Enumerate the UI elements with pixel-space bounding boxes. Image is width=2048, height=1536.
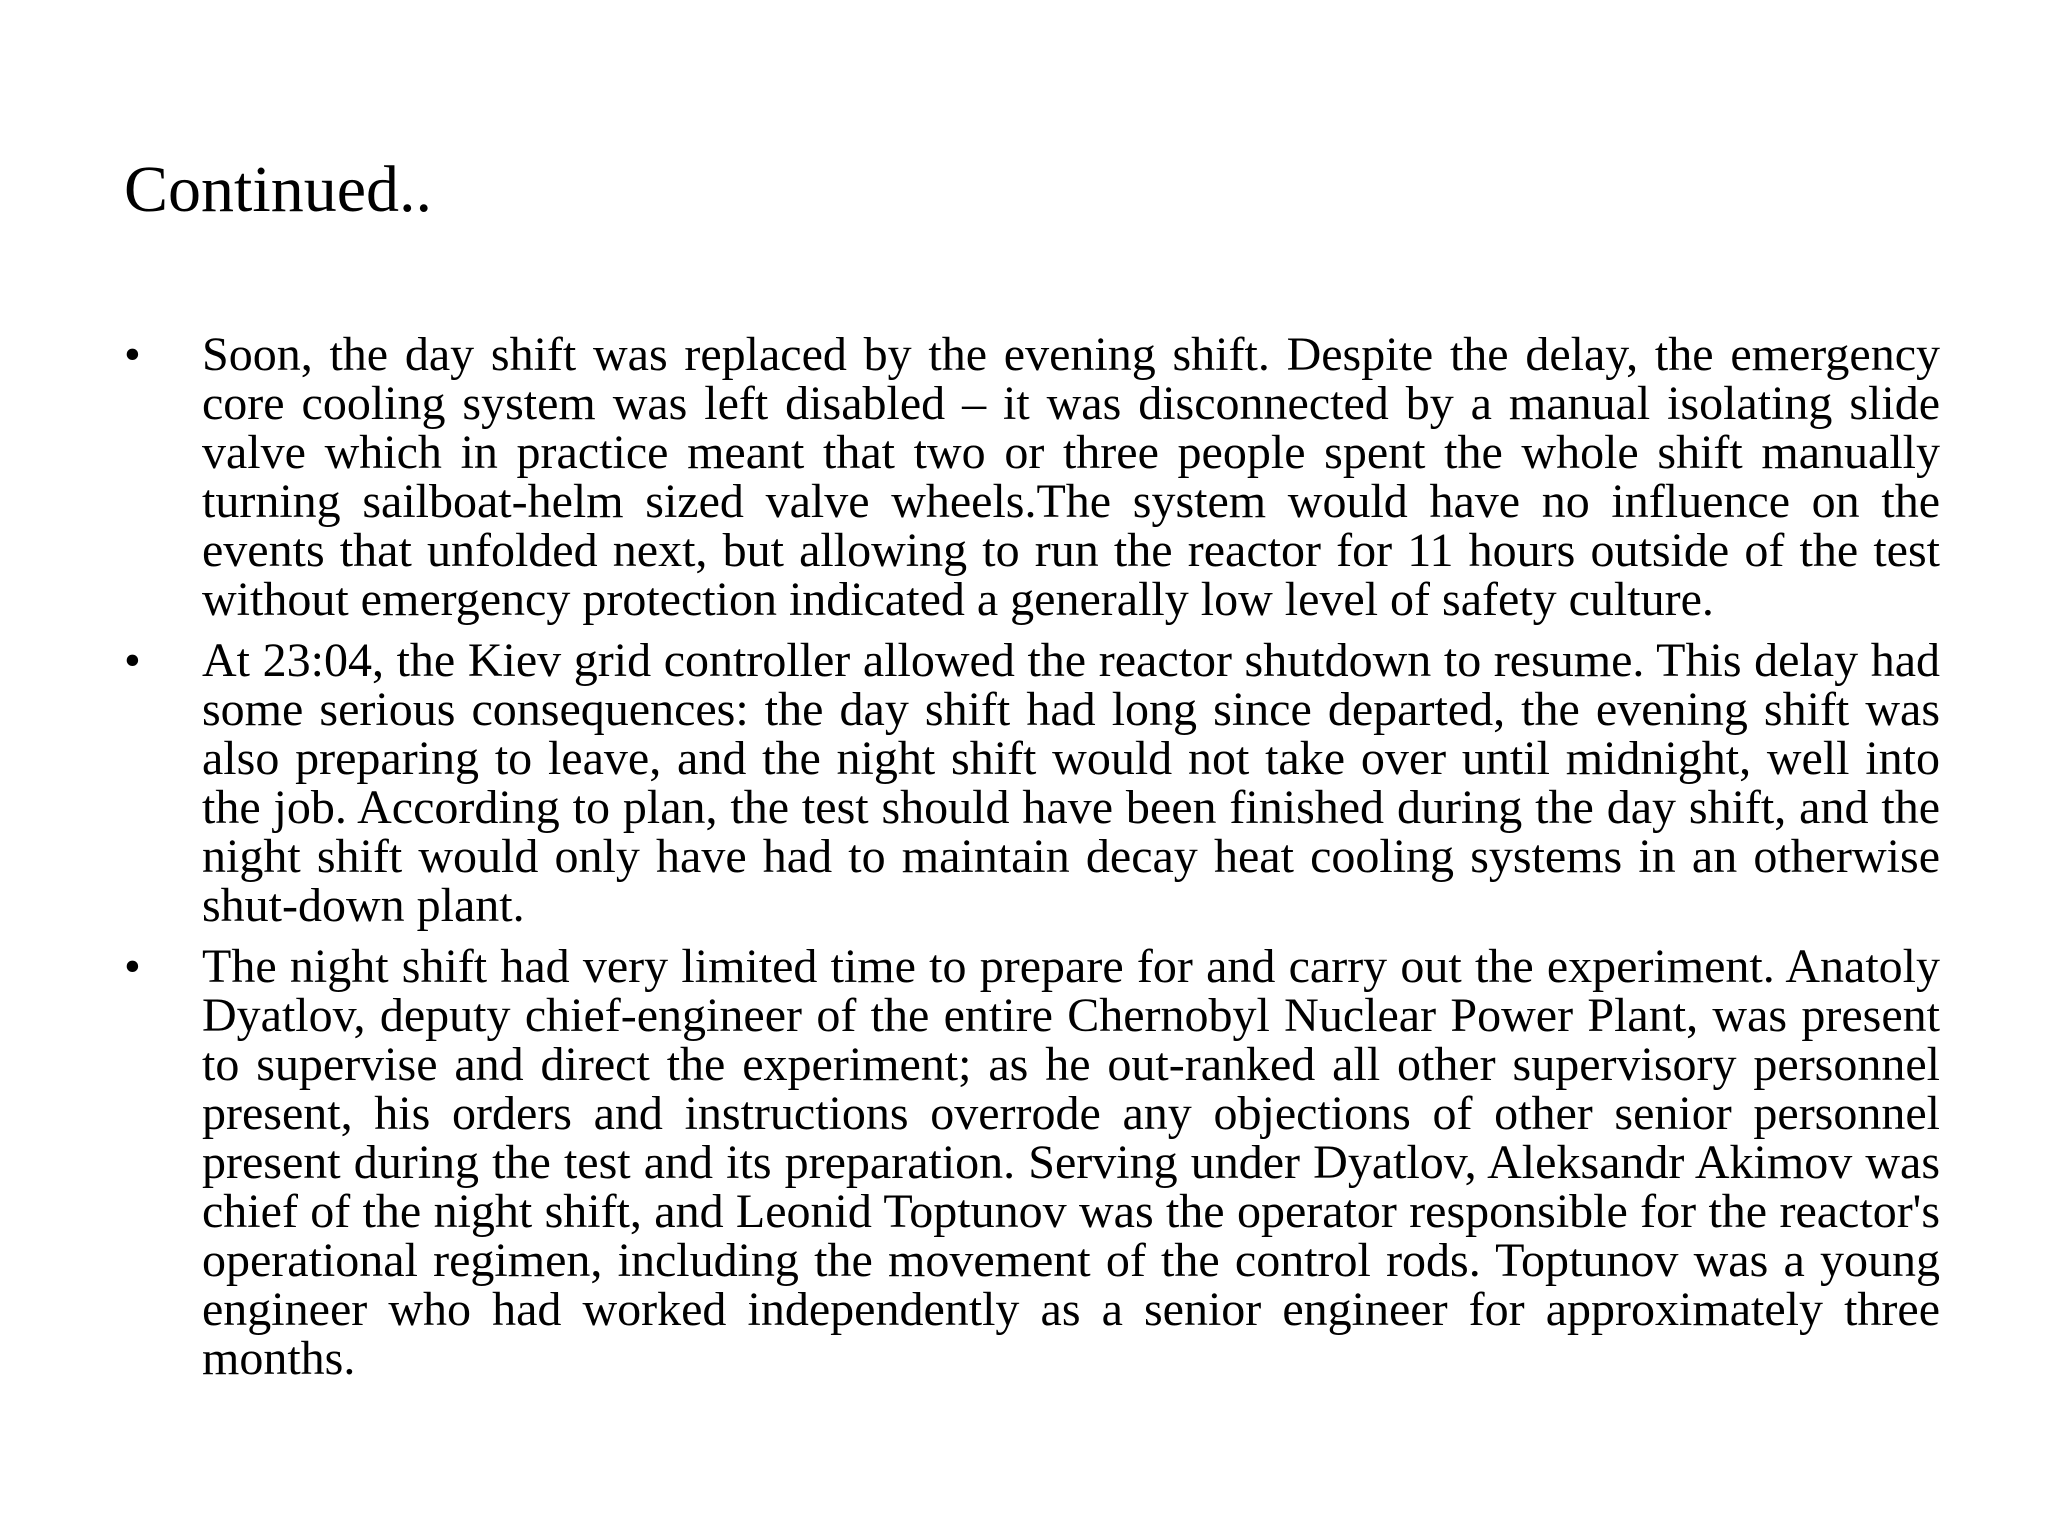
bullet-text: Soon, the day shift was replaced by the evening shift. Despite the delay, the emergency core cooling system was left disabled – it was disconnected by a manual isolating slide valve which in practice meant that two or three people spent the whole shift manually turning sailboat-helm sized valve wheels.The system would have no influence on the events that unfolded next, but allowing to run the reactor for 11 hours outside of the test without emergency protection indicated a generally low level of safety culture.: [202, 328, 1940, 626]
bullet-item: [124, 330, 1940, 624]
bullet-icon: •: [124, 940, 141, 993]
bullet-list: [124, 330, 1940, 1395]
bullet-text: The night shift had very limited time to prepare for and carry out the experiment. Anatoly Dyatlov, deputy chief-engineer of the entire Chernobyl Nuclear Power Plant, was present to supervise and direct the experiment; as he out-ranked all other supervisory personnel present, his orders and instructions overrode any objections of other senior personnel present during the test and its preparation. Serving under Dyatlov, Aleksandr Akimov was chief of the night shift, and Leonid Toptunov was the operator responsible for the reactor's operational regimen, including the movement of the control rods. Toptunov was a young engineer who had worked independently as a senior engineer for approximately three months.: [202, 940, 1940, 1385]
bullet-icon: •: [124, 634, 141, 687]
bullet-item: [124, 942, 1940, 1383]
bullet-text: At 23:04, the Kiev grid controller allowed the reactor shutdown to resume. This delay had some serious consequences: the day shift had long since departed, the evening shift was also preparing to leave, and the night shift would not take over until midnight, well into the job. According to plan, the test should have been finished during the day shift, and the night shift would only have had to maintain decay heat cooling systems in an otherwise shut-down plant.: [202, 634, 1940, 932]
slide-title: Continued..: [124, 153, 432, 226]
bullet-icon: •: [124, 328, 141, 381]
bullet-item: [124, 636, 1940, 930]
